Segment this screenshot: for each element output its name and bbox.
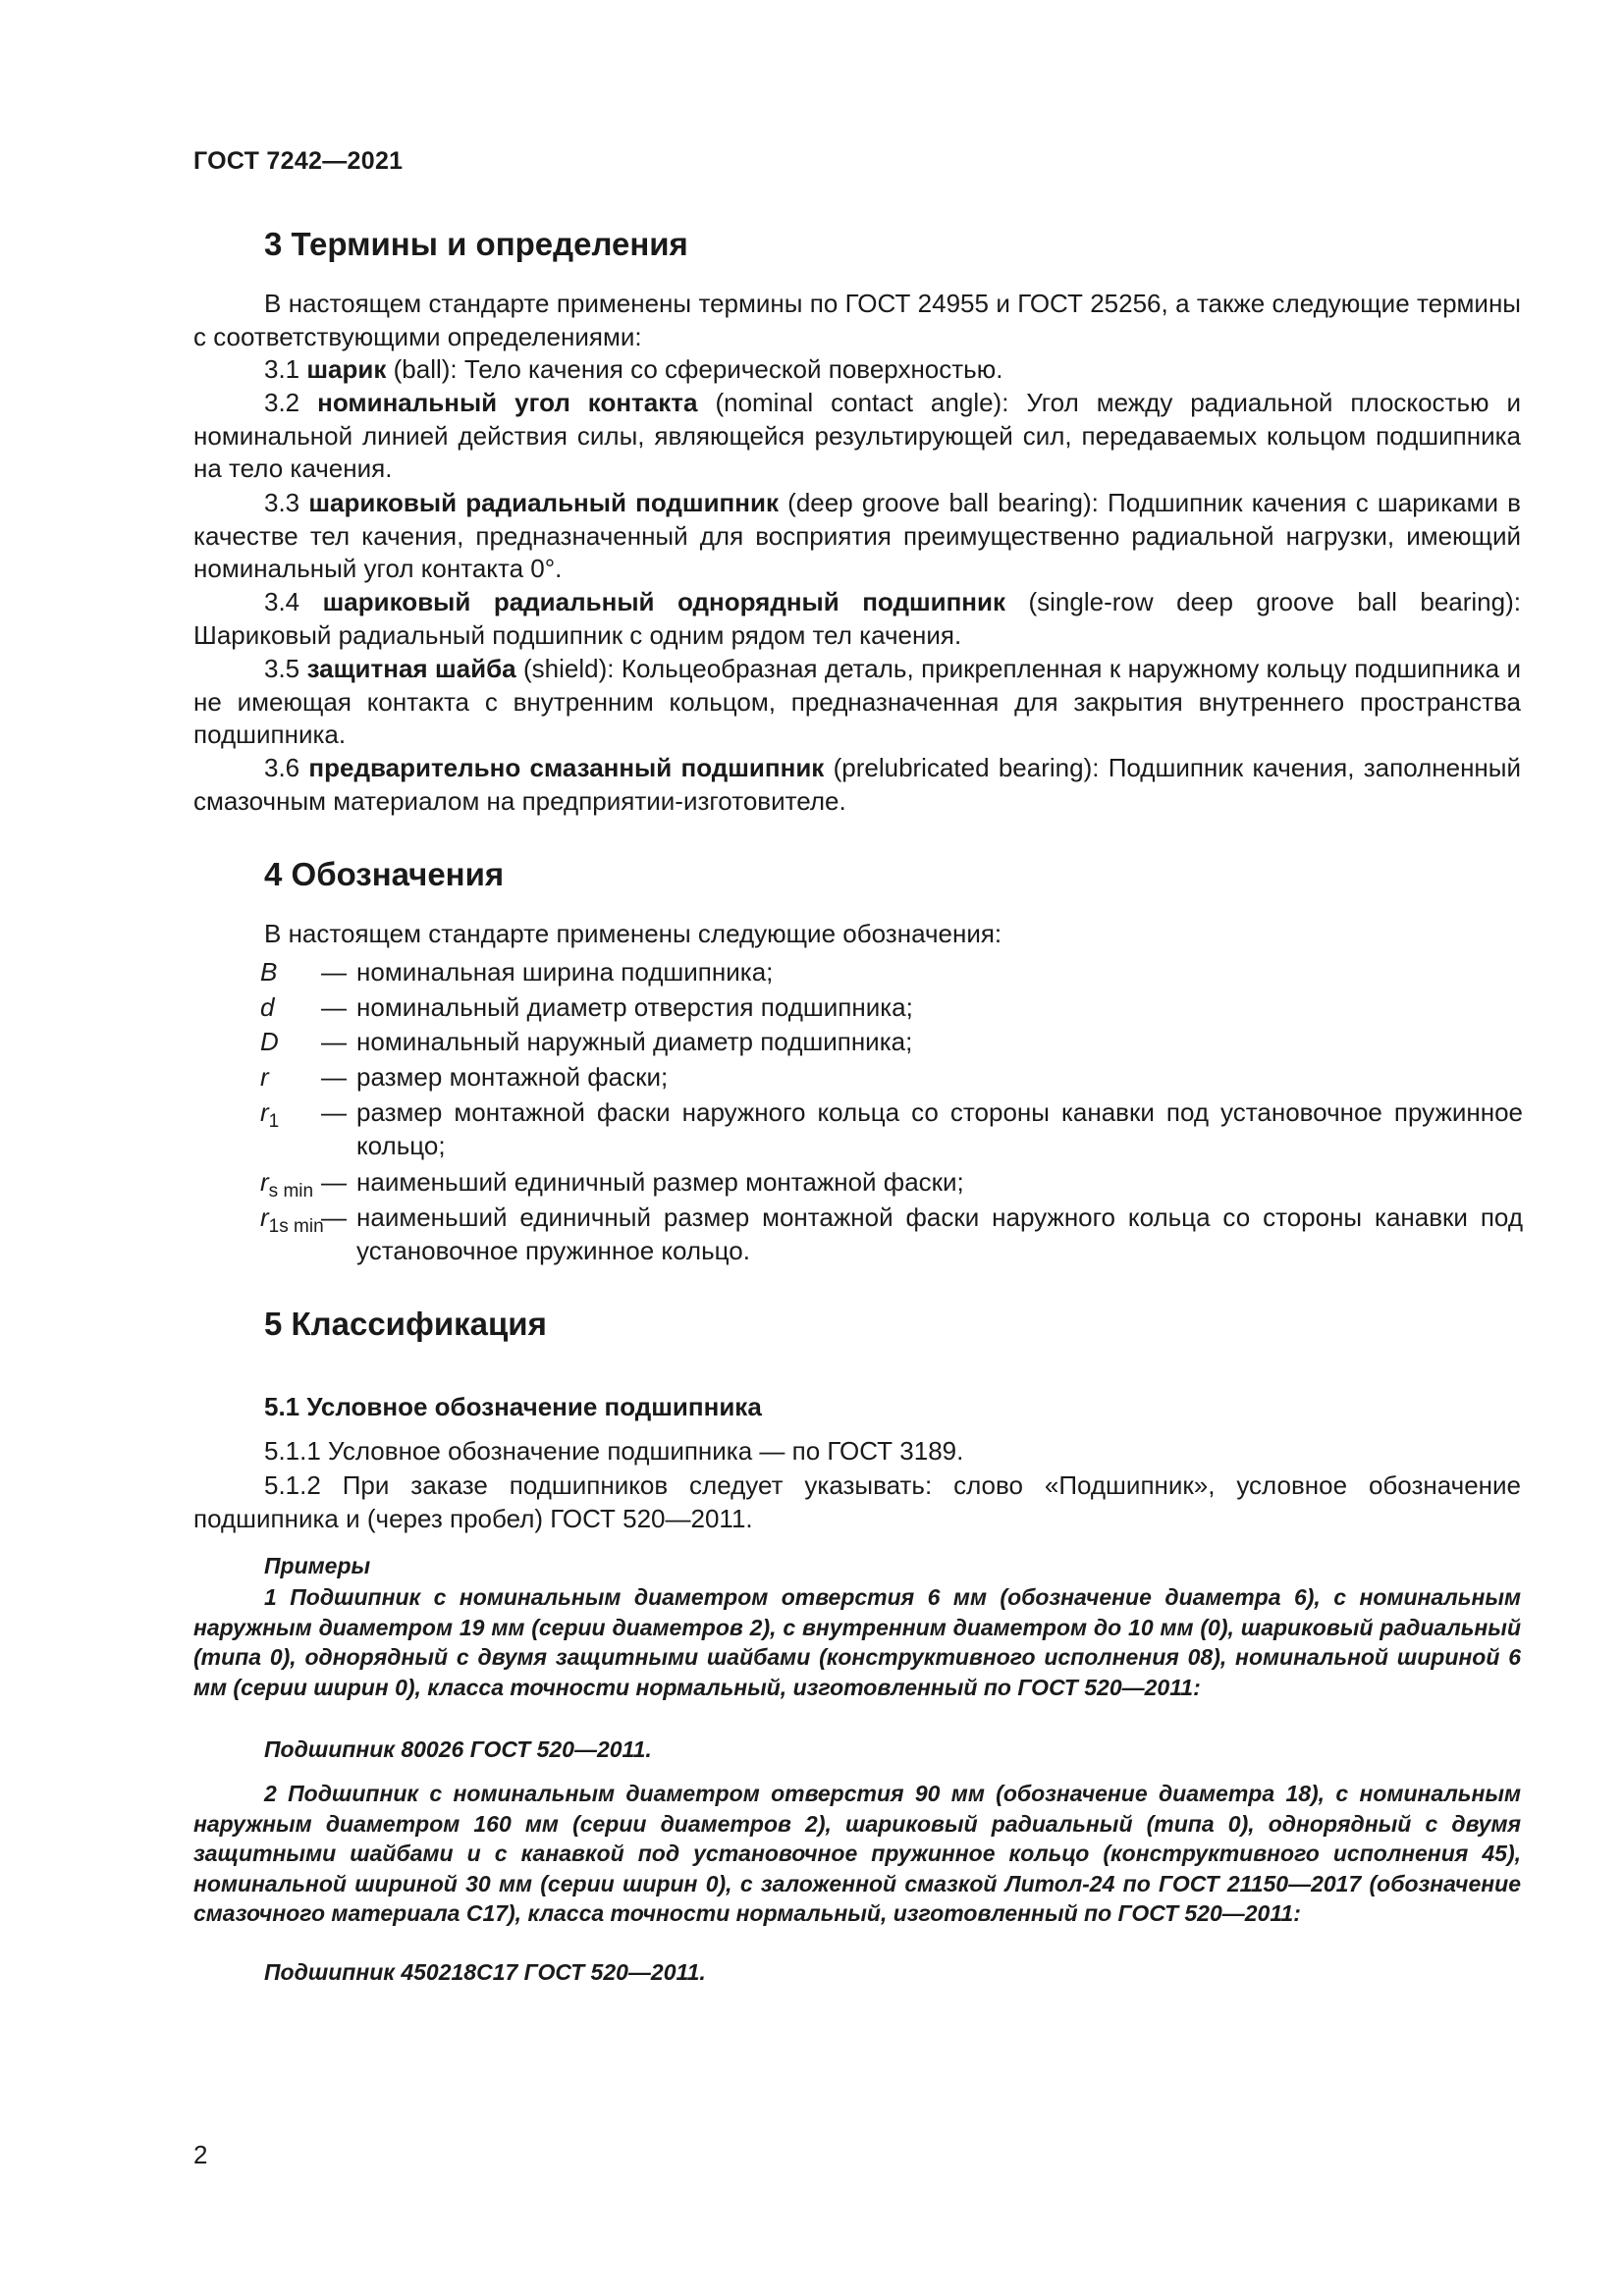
document-header: ГОСТ 7242—2021	[193, 147, 404, 175]
term-3-6	[193, 752, 1521, 818]
symbol-definition	[321, 956, 1523, 989]
term-english: (nominal contact angle):	[697, 388, 1027, 417]
example-2	[193, 1779, 1521, 1929]
term-name: шариковый радиальный однорядный подшипник	[322, 587, 1006, 616]
paragraph-5-1-1	[193, 1435, 1521, 1468]
symbol-definition	[321, 1096, 1523, 1162]
symbol	[260, 1061, 269, 1095]
symbol-definition-text: наименьший единичный размер монтажной фаски наружного кольца со стороны канавки под установочное пружинное кольцо.	[356, 1202, 1523, 1265]
term-definition: Шариковый радиальный подшипник с одним рядом тел качения.	[193, 619, 962, 650]
symbol-letter: r	[260, 1062, 269, 1092]
term-number: 3.5	[264, 654, 300, 683]
example-2-result-text: Подшипник 450218С17 ГОСТ 520—2011.	[264, 1959, 706, 1985]
term-number: 3.3	[264, 488, 300, 517]
section-3-title: 3 Термины и определения	[264, 226, 688, 262]
example-1-result-text: Подшипник 80026 ГОСТ 520—2011.	[264, 1736, 652, 1762]
symbol-letter: r	[260, 1167, 269, 1197]
example-1-text: 1 Подшипник с номинальным диаметром отверстия 6 мм (обозначение диаметра 6), с номинальным наружным диаметром 19 мм (серии диаметров 2), с внутренним диаметром до 10 мм (0), шариковый радиальный (типа 0), однорядный с двумя защитными шайбами (конструктивного исполнения 08), номинальной шириной 6 мм (серии ширин 0), класса точности нормальный, изготовленный по ГОСТ 520—2011:	[193, 1584, 1521, 1700]
symbol-definition-text: размер монтажной фаски наружного кольца со стороны канавки под установочное пружинное кольцо;	[356, 1097, 1523, 1160]
examples-label-text: Примеры	[264, 1553, 371, 1578]
page-number: 2	[193, 2140, 208, 2169]
term-name: шарик	[306, 354, 387, 384]
term-name: шариковый радиальный подшипник	[308, 488, 779, 517]
section-4-intro-text: В настоящем стандарте применены следующие обозначения:	[264, 919, 1002, 948]
symbol	[260, 1096, 279, 1139]
term-definition: Кольцеобразная деталь, прикрепленная к наружному кольцу подшипника и не имеющая контакта с внутренним кольцом, предназначенная для закрытия внутреннего пространства подшипника.	[193, 654, 1522, 749]
section-3-intro	[193, 288, 1521, 353]
term-english: (ball):	[386, 354, 464, 384]
example-1-result	[193, 1735, 1521, 1765]
term-3-1	[193, 353, 1521, 387]
term-definition: Угол между радиальной плоскостью и номинальной линией действия силы, являющейся результирующей сил, передаваемых кольцом подшипника на тело качения.	[193, 388, 1521, 483]
term-definition: Тело качения со сферической поверхностью.	[463, 354, 1003, 384]
subsection-5-1-title: 5.1 Условное обозначение подшипника	[264, 1392, 762, 1421]
symbol-definition	[321, 1026, 1523, 1059]
dash: —	[321, 1062, 347, 1092]
dash: —	[321, 1167, 347, 1197]
term-3-3	[193, 487, 1521, 586]
symbol	[260, 956, 277, 989]
term-name: номинальный угол контакта	[317, 388, 698, 417]
section-5-title: 5 Классификация	[264, 1306, 547, 1342]
symbol-definition	[321, 1061, 1523, 1095]
symbol-letter: r	[260, 1097, 269, 1127]
dash: —	[321, 1027, 347, 1056]
section-4-title: 4 Обозначения	[264, 856, 505, 892]
paragraph-5-1-1-text: 5.1.1 Условное обозначение подшипника — по ГОСТ 3189.	[264, 1436, 964, 1466]
symbol-letter: D	[260, 1027, 279, 1056]
examples-label	[193, 1551, 1521, 1581]
example-2-result	[193, 1957, 1521, 1988]
paragraph-5-1-2	[193, 1469, 1521, 1535]
symbol-definition-text: номинальный диаметр отверстия подшипника;	[356, 992, 913, 1022]
term-3-5	[193, 653, 1521, 752]
symbol-definition-text: номинальная ширина подшипника;	[356, 957, 774, 987]
term-english: (deep groove ball bearing):	[778, 488, 1109, 517]
term-english: (single-row deep groove ball bearing):	[1005, 587, 1521, 616]
symbol-definition	[321, 1201, 1523, 1267]
dash: —	[321, 957, 347, 987]
term-definition: Подшипник качения, заполненный смазочным материалом на предприятии-изготовителе.	[193, 753, 1522, 816]
term-3-4	[193, 586, 1521, 652]
symbol-letter: r	[260, 1202, 269, 1232]
symbol-letter: d	[260, 992, 275, 1022]
symbol-definition-text: наименьший единичный размер монтажной фаски;	[356, 1167, 964, 1197]
term-english: (prelubricated bearing):	[824, 753, 1109, 782]
term-number: 3.1	[264, 354, 300, 384]
term-number: 3.4	[264, 587, 300, 616]
dash: —	[321, 1202, 347, 1232]
symbol	[260, 1026, 279, 1059]
dash: —	[321, 992, 347, 1022]
symbol	[260, 1201, 324, 1244]
symbol-definition	[321, 991, 1523, 1025]
example-2-text: 2 Подшипник с номинальным диаметром отверстия 90 мм (обозначение диаметра 18), с номинальным наружным диаметром 160 мм (серии диаметров 2), шариковый радиальный (типа 0), однорядный с двумя защитными шайбами и с канавкой под установочное пружинное кольцо (конструктивного исполнения 45), номинальной шириной 30 мм (серии ширин 0), с заложенной смазкой Литол-24 по ГОСТ 21150—2017 (обозначение смазочного материала С17), класса точности нормальный, изготовленный по ГОСТ 520—2011:	[193, 1781, 1521, 1926]
example-1	[193, 1582, 1521, 1702]
dash: —	[321, 1097, 347, 1127]
symbol-definition	[321, 1166, 1523, 1200]
symbol-definition-text: размер монтажной фаски;	[356, 1062, 669, 1092]
paragraph-5-1-2-text: 5.1.2 При заказе подшипников следует указывать: слово «Подшипник», условное обозначение подшипника и (через пробел) ГОСТ 520—2011.	[193, 1470, 1521, 1533]
symbol-definition-text: номинальный наружный диаметр подшипника;	[356, 1027, 913, 1056]
symbol-subscript: 1s min	[268, 1216, 324, 1238]
symbol	[260, 991, 274, 1025]
term-name: защитная шайба	[306, 654, 516, 683]
symbol-letter: B	[260, 957, 278, 987]
section-4-intro	[193, 918, 1521, 951]
term-number: 3.2	[264, 388, 300, 417]
symbol-subscript: s min	[268, 1181, 314, 1202]
term-3-2	[193, 387, 1521, 486]
symbol-subscript: 1	[268, 1111, 280, 1133]
term-name: предварительно смазанный подшипник	[308, 753, 825, 782]
term-english: (shield):	[515, 654, 622, 683]
term-definition: Подшипник качения с шариками в качестве тел качения, предназначенный для восприятия преимущественно радиальной нагрузки, имеющий номинальный угол контакта 0°.	[193, 488, 1521, 583]
section-3-intro-text: В настоящем стандарте применены термины по ГОСТ 24955 и ГОСТ 25256, а также следующие термины с соответствующими определениями:	[193, 289, 1521, 351]
term-number: 3.6	[264, 753, 300, 782]
